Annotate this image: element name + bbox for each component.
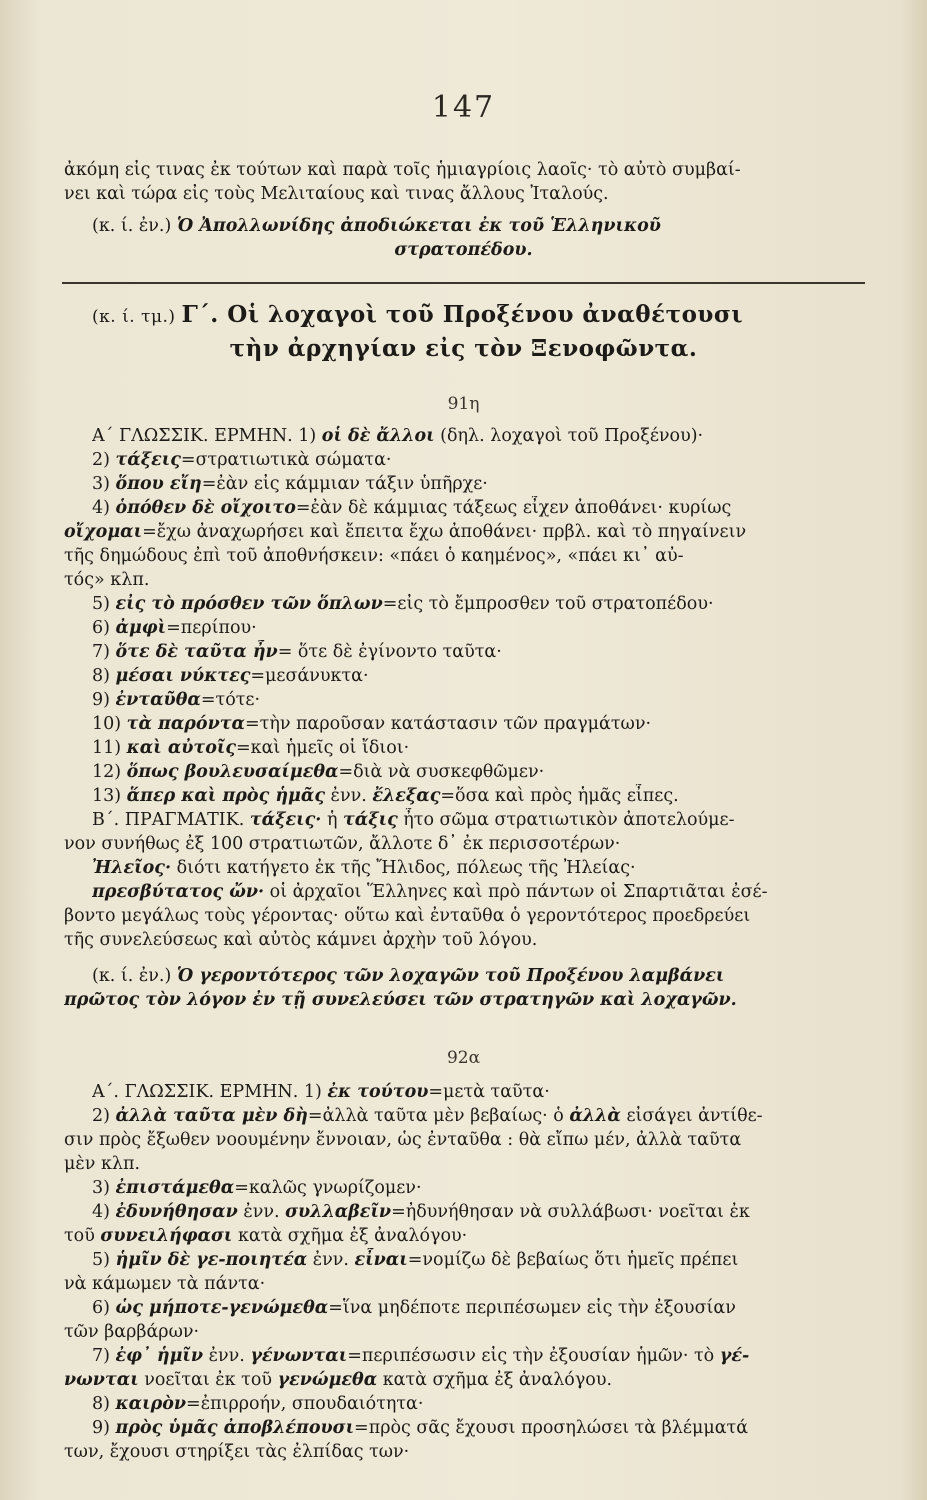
text-span: 2) [92,450,116,470]
text-span: ἀμφὶ [115,618,167,638]
text-span: τοῦ [64,1226,101,1246]
text-span: 7) [92,1346,116,1366]
text-span: συλλαβεῖν [285,1202,392,1222]
text-span: ὅτε δὲ ταῦτα ἦν [115,642,278,662]
text-span: ἐνν. [203,1346,251,1366]
text-line-a-6 [92,616,865,640]
text-line-a-4 [92,496,865,520]
text-line-a-9 [92,688,865,712]
text-span: εἰσάγει ἀντίθε- [620,1106,763,1126]
text-span: 4) [92,498,116,518]
text-line-c-7b [64,1368,865,1392]
text-line-c-2c: μὲν κλπ. [64,1154,141,1174]
text-line-c-8 [92,1392,865,1416]
text-span: Ἠλεῖος· [92,858,172,878]
text-span: οἱ δὲ ἄλλοι [321,426,435,446]
text-line-c-3 [92,1176,865,1200]
text-span: 5) [92,1250,116,1270]
text-span: 6) [92,618,116,638]
text-line-a-8 [92,664,865,688]
text-span: 2) [92,1106,116,1126]
text-span: 12) [92,762,127,782]
text-line-c-4b [64,1224,865,1248]
text-line-c-1 [92,1080,865,1104]
text-span: 5) [92,594,116,614]
text-line-summary-2a [92,964,865,988]
text-line-a-7 [92,640,865,664]
text-span: γένωνται [250,1346,348,1366]
text-span: 11) [92,738,127,758]
text-span: =ὅσα καὶ πρὸς ἡμᾶς εἶπες. [440,786,679,806]
text-line-a-4c: τῆς δημώδους ἐπὶ τοῦ ἀποθνήσκειν: «πάει ὁ καημένος», «πάει κι᾿ αὐ- [64,546,684,566]
text-span: γέ- [719,1346,750,1366]
text-span: =διὰ νὰ συσκεφθῶμεν· [338,762,545,782]
text-line-b-5: βοντο μεγάλως τοὺς γέροντας· οὕτω καὶ ἐνταῦθα ὁ γεροντότερος προεδρεύει [64,906,751,926]
text-span: ἅπερ καὶ πρὸς ἡμᾶς [126,786,325,806]
text-line-a-5 [92,592,865,616]
text-span: νωνται [64,1370,139,1390]
text-span: ἐδυνήθησαν [115,1202,238,1222]
text-line-a-10 [92,712,865,736]
text-span: ἀλλὰ [569,1106,621,1126]
text-span: ὁπόθεν δὲ οἴχοιτο [115,498,296,518]
text-span: (κ. ί. ἐν.) [92,966,177,986]
text-span: =ἐπιρροήν, σπουδαιότητα· [186,1394,424,1414]
section-divider [62,282,865,284]
text-line-b-3 [92,856,865,880]
text-span: (δηλ. λοχαγοὶ τοῦ Προξένου)· [434,426,704,446]
text-span: =ἔχω ἀναχωρήσει καὶ ἔπειτα ἔχω ἀποθάνει· πρβλ. καὶ τὸ πηγαίνειν [142,522,747,542]
text-span: νοεῖται ἐκ τοῦ [138,1370,278,1390]
text-line-b-4 [92,880,865,904]
text-line-summary-1b [0,238,927,262]
text-span: οἱ ἀρχαῖοι Ἕλληνες καὶ πρὸ πάντων οἱ Σπαρτιᾶται ἐσέ- [264,882,768,902]
text-line-c-6 [92,1296,865,1320]
text-span: =ἀλλὰ ταῦτα μὲν βεβαίως· ὁ [307,1106,570,1126]
text-span: Α΄ ΓΛΩΣΣΙΚ. ΕΡΜΗΝ. 1) [92,426,322,446]
text-line-a-1 [92,424,865,448]
text-span: Ὁ Ἀπολλωνίδης ἀποδιώκεται ἐκ τοῦ Ἑλληνικοῦ [176,216,661,236]
text-span: =ἐὰν εἰς κάμμιαν τάξιν ὑπῆρχε· [201,474,488,494]
text-span: ὅπου εἴη [115,474,202,494]
text-line-b-6: τῆς συνελεύσεως καὶ αὐτὸς κάμνει ἀρχὴν τοῦ λόγου. [64,930,538,950]
text-span: κατὰ σχῆμα ἐξ ἀναλόγου· [232,1226,468,1246]
text-span: 9) [92,1418,116,1438]
text-span: =καλῶς γνωρίζομεν· [234,1178,422,1198]
text-span: ἐνν. [324,786,373,806]
text-span: ἐφ᾿ ἡμῖν [115,1346,203,1366]
text-span: =τὴν παροῦσαν κατάστασιν τῶν πραγμάτων· [244,714,652,734]
text-line-a-2 [92,448,865,472]
text-span: (κ. ί. ἐν.) [92,216,177,236]
text-line-b-1 [92,808,865,832]
text-line-b-2: νον συνήθως ἐξ 100 στρατιωτῶν, ἄλλοτε δ᾿ ἐκ περισσοτέρων· [64,834,621,854]
text-span: 4) [92,1202,116,1222]
text-span: 3) [92,474,116,494]
text-span: =ἐὰν δὲ κάμμιας τάξεως εἶχεν ἀποθάνει· κυρίως [295,498,732,518]
text-span: =περίπου· [166,618,257,638]
text-line-intro-2: νει καὶ τώρα εἰς τοὺς Μελιταίους καὶ τινας ἄλλους Ἰταλούς. [64,184,609,204]
text-span: =μετὰ ταῦτα· [428,1082,550,1102]
text-span: στρατοπέδου. [394,240,533,260]
text-span: = ὅτε δὲ ἐγίνοντο ταῦτα· [277,642,502,662]
text-span: =μεσάνυκτα· [250,666,369,686]
text-span: πρὸς ὑμᾶς ἀποβλέπουσι [115,1418,355,1438]
text-span: Ὁ γεροντότερος τῶν λοχαγῶν τοῦ Προξένου λαμβάνει [176,966,725,986]
text-span: τὰ παρόντα [126,714,245,734]
text-span: ἡμῖν δὲ γε-ποιητέα [115,1250,308,1270]
text-line-c-4 [92,1200,865,1224]
text-span: =στρατιωτικὰ σώματα· [180,450,392,470]
text-line-a-3 [92,472,865,496]
text-span: συνειλήφασι [100,1226,233,1246]
text-line-c-7 [92,1344,865,1368]
text-line-c-6b: τῶν βαρβάρων· [64,1322,200,1342]
text-span: 10) [92,714,127,734]
text-span: τάξεις [115,450,181,470]
text-span: Γ΄. Οἱ λοχαγοὶ τοῦ Προξένου ἀναθέτουσι [181,301,743,328]
text-span: μέσαι νύκτες [115,666,251,686]
text-span: 13) [92,786,127,806]
text-span: ἐνν. [237,1202,286,1222]
text-span: =περιπέσωσιν εἰς τὴν ἐξουσίαν ἡμῶν· τὸ [347,1346,720,1366]
text-span: ὡς μήποτε-γενώμεθα [115,1298,329,1318]
text-span: καιρὸν [115,1394,187,1414]
text-span: =εἰς τὸ ἔμπροσθεν τοῦ στρατοπέδου· [382,594,714,614]
text-span: 6) [92,1298,116,1318]
text-span: πρεσβύτατος ὤν· [92,882,265,902]
text-line-summary-2b [64,988,865,1012]
text-line-a-4d: τός» κλπ. [64,570,150,590]
text-span: εἰς τὸ πρόσθεν τῶν ὅπλων [115,594,383,614]
text-span: =τότε· [200,690,261,710]
text-span: γενώμεθα [277,1370,378,1390]
text-span: Α΄. ΓΛΩΣΣΙΚ. ΕΡΜΗΝ. 1) [92,1082,328,1102]
text-span: ἦτο σῶμα στρατιωτικὸν ἀποτελούμε- [397,810,735,830]
text-span: =ἵνα μηδέποτε περιπέσωμεν εἰς τὴν ἐξουσίαν [328,1298,736,1318]
text-span: =πρὸς σᾶς ἔχουσι προσηλώσει τὰ βλέμματά [354,1418,749,1438]
text-span: ἐπιστάμεθα [115,1178,235,1198]
text-line-a-12 [92,760,865,784]
text-line-c-5b: νὰ κάμωμεν τὰ πάντα· [64,1274,266,1294]
text-span: ὅπως βουλευσαίμεθα [126,762,339,782]
text-span: τάξεις· [249,810,322,830]
text-span: 3) [92,1178,116,1198]
text-line-c-9b: των, ἔχουσι στηρίξει τὰς ἐλπίδας των· [64,1442,410,1462]
text-line-a-13 [92,784,865,808]
text-span: πρῶτος τὸν λόγον ἐν τῇ συνελεύσει τῶν στρατηγῶν καὶ λοχαγῶν. [64,990,737,1010]
text-span: τάξις [343,810,398,830]
text-span: εἶναι [354,1250,408,1270]
text-line-c-2b: σιν πρὸς ἔξωθεν νοουμένην ἔννοιαν, ὡς ἐνταῦθα : θὰ εἴπω μέν, ἀλλὰ ταῦτα [64,1130,742,1150]
text-span: καὶ αὐτοῖς [126,738,236,758]
text-line-a-4b [64,520,865,544]
text-span: =νομίζω δὲ βεβαίως ὅτι ἡμεῖς πρέπει [407,1250,739,1270]
text-line-heading-1a [92,300,865,332]
text-line-heading-1b: τὴν ἀρχηγίαν εἰς τὸν Ξενοφῶντα. [229,335,698,362]
text-span: 7) [92,642,116,662]
text-line-c-5 [92,1248,865,1272]
text-span: (κ. ί. τμ.) [92,307,182,327]
text-span: 8) [92,666,116,686]
text-span: διότι κατήγετο ἐκ τῆς Ἤλιδος, πόλεως τῆς Ἠλείας· [171,858,636,878]
text-span: ἐνν. [307,1250,355,1270]
text-line-sect-92: 92α [446,1048,481,1068]
text-span: κατὰ σχῆμα ἐξ ἀναλόγου. [377,1370,613,1390]
text-span: οἴχομαι [64,522,143,542]
text-line-a-11 [92,736,865,760]
text-span: 9) [92,690,116,710]
text-span: Β΄. ΠΡΑΓΜΑΤΙΚ. [92,810,250,830]
text-span: ἔλεξας [372,786,441,806]
text-line-intro-1: ἀκόμη εἰς τινας ἐκ τούτων καὶ παρὰ τοῖς ἡμιαγρίοις λαοῖς· τὸ αὐτὸ συμβαί- [64,160,741,180]
text-span: ἐνταῦθα [115,690,201,710]
text-span: ἀλλὰ ταῦτα μὲν δὴ [115,1106,308,1126]
text-span: 8) [92,1394,116,1414]
text-span: =καὶ ἡμεῖς οἱ ἴδιοι· [236,738,410,758]
text-span: =ἠδυνήθησαν νὰ συλλάβωσι· νοεῖται ἐκ [391,1202,750,1222]
text-line-c-9 [92,1416,865,1440]
text-line-summary-1a [92,214,865,238]
text-span: ἡ [321,810,343,830]
text-line-c-2 [92,1104,865,1128]
text-span: ἐκ τούτου [327,1082,429,1102]
text-line-sect-91: 91η [447,394,480,414]
page-number: 147 [431,90,496,125]
